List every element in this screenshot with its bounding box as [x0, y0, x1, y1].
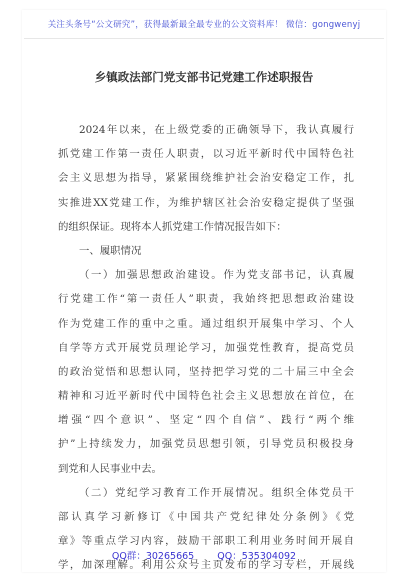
body-line: 实推进XX党建工作，为维护辖区社会治安稳定提供了坚强 [58, 196, 354, 209]
footer-contact [0, 548, 408, 562]
body-line: （一）加强思想政治建设。作为党支部书记，认真履 [79, 269, 354, 282]
body-line: （二）党纪学习教育工作开展情况。组织全体党员干 [79, 486, 354, 499]
body-line: 一、履职情况 [79, 244, 142, 257]
body-line: 精神和习近平新时代中国特色社会主义思想放在首位，在 [58, 390, 354, 403]
body-line: 部认真学习新修订《中国共产党纪律处分条例》《党 [58, 511, 354, 523]
header-divider [24, 38, 384, 39]
body-line: 的组织保证。现将本人抓党建工作情况报告如下： [58, 220, 287, 233]
body-line: 2024年以来，在上级党委的正确领导下，我认真履行 [79, 124, 354, 136]
document-title: 乡镇政法部门党支部书记党建工作述职报告 [94, 70, 314, 84]
body-line: 抓党建工作第一责任人职责，以习近平新时代中国特色社 [58, 148, 354, 161]
body-line: 的政治觉悟和思想认同，坚持把学习党的二十届三中全会 [58, 365, 354, 378]
body-line: 增强“四个意识”、坚定“四个自信”、践行“两个维 [58, 414, 354, 427]
body-line: 会主义思想为指导，紧紧围绕维护社会治安稳定工作，扎 [58, 172, 354, 185]
body-line: 章》等重点学习内容，鼓励干部职工利用业务时间开展自 [58, 535, 354, 548]
body-line: 护”上持续发力，加强党员思想引领，引导党员积极投身 [58, 438, 354, 451]
document-body [58, 118, 354, 578]
header-banner: 关注头条号“公文研究”，获得最新最全最专业的公文资料库！ 微信：gongwenyj [47, 20, 361, 30]
body-line: 学，加深理解。利用公众号主页发布的学习专栏，开展线 [58, 559, 354, 572]
body-line: 自学等方式开展党员理论学习，加强党性教育，提高党员 [58, 341, 354, 354]
body-line: 到党和人民事业中去。 [58, 462, 162, 475]
footer-qq-group: QQ群：30265665 [111, 551, 195, 562]
body-line: 作为党建工作的重中之重。通过组织开展集中学习、个人 [58, 317, 354, 330]
footer-qq: QQ：535304092 [217, 551, 297, 562]
body-line: 行党建工作“第一责任人”职责，我始终把思想政治建设 [58, 293, 354, 306]
